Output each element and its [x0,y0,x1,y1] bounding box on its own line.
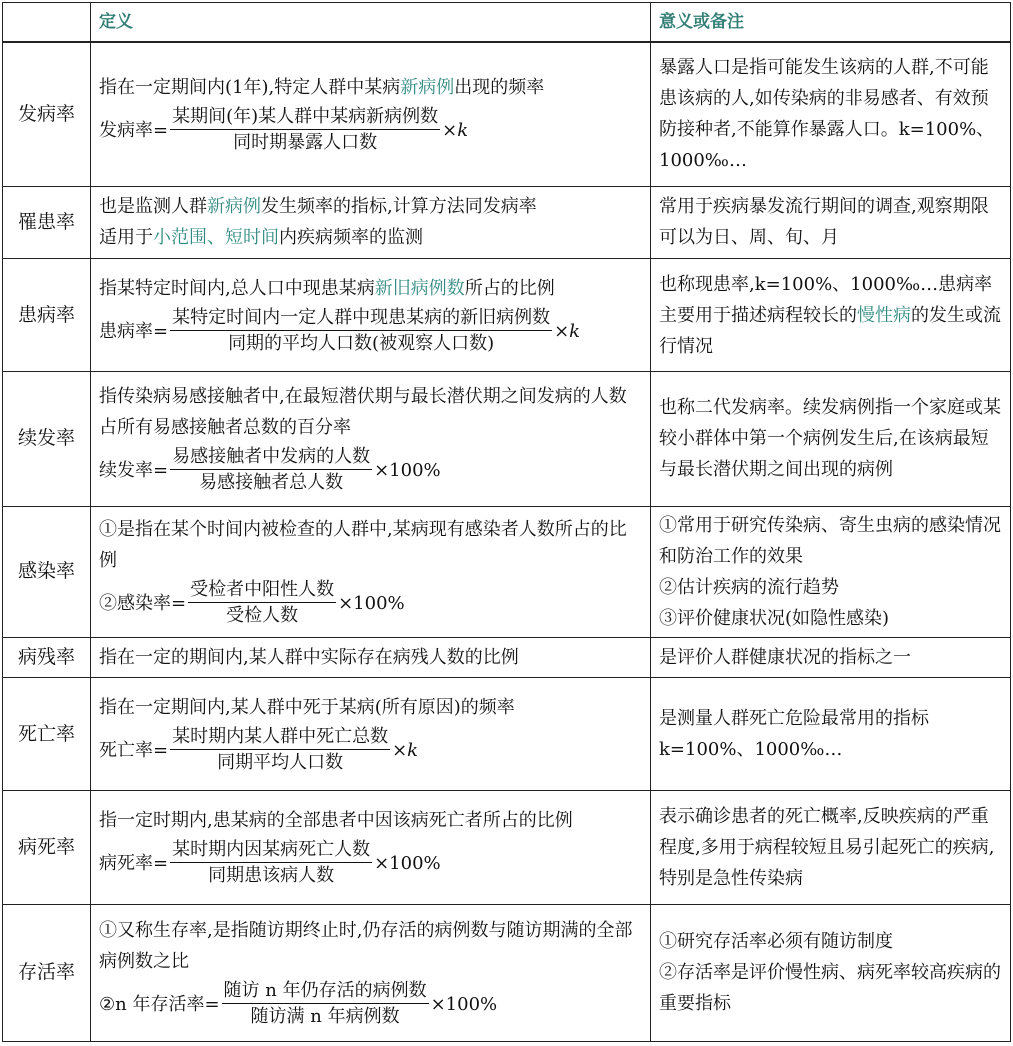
formula-multiplier: ×100% [338,592,405,614]
formula-denominator: 同期的平均人口数(被观察人口数) [228,333,495,355]
row-notes: 表示确诊患者的死亡概率,反映疾病的严重程度,多用于病程较短且易引起死亡的疾病,特别是急性传染病 [651,791,1011,905]
table-row [3,371,1011,506]
table-row [3,637,1011,677]
table-row [3,678,1011,791]
header-notes: 意义或备注 [651,3,1011,43]
row-name: 发病率 [3,42,91,186]
table-row [3,904,1011,1041]
row-notes: 常用于疾病暴发流行期间的调查,观察期限可以为日、周、旬、月 [651,186,1011,259]
row-definition [91,42,651,186]
row-definition: ①又称生存率,是指随访期终止时,仍存活的病例数与随访期满的全部病例数之比 ②n 年存活率= $\frac{\text{随访 n 年仍存活的病例数}}{\text{随访满 n 年病例数}}$ ×100% [91,904,651,1041]
formula: 死亡率= $\frac{\text{某时期内某人群中死亡总数}}{\text{同期平均人口数}}$ ×k [99,725,642,776]
highlight-text: 新病例 [207,196,261,218]
highlight-text: 小范围、短时间 [153,227,279,249]
row-definition: 也是监测人群新病例发生频率的指标,计算方法同发病率 适用于小范围、短时间内疾病频率的监测 [91,186,651,259]
row-name: 续发率 [3,371,91,506]
formula-numerator: 某时期内因某病死亡人数 [170,838,372,863]
formula: 病死率= $\frac{\text{某时期内因某病死亡人数}}{\text{同期患该病人数}}$ ×100% [99,838,642,889]
formula-multiplier: ×k [554,320,581,342]
row-name: 存活率 [3,904,91,1041]
row-name: 感染率 [3,506,91,637]
formula-denominator: 随访满 n 年病例数 [250,1006,400,1028]
header-definition: 定义 [91,3,651,43]
row-notes: 也称现患率,k=100%、1000‰…患病率主要用于描述病程较长的慢性病的发生或流行情况 [651,259,1011,372]
formula-multiplier: ×k [392,739,419,761]
table-row [3,42,1011,186]
row-definition: 指传染病易感接触者中,在最短潜伏期与最长潜伏期之间发病的人数占所有易感接触者总数的百分率 续发率= $\frac{\text{易感接触者中发病的人数}}{\text{易感接触者总人数}}$ ×100% [91,371,651,506]
formula-numerator: 某时期内某人群中死亡总数 [170,725,390,750]
table-header-row [3,3,1011,43]
formula-numerator: 某特定时间内一定人群中现患某病的新旧病例数 [170,306,552,331]
row-name: 罹患率 [3,186,91,259]
header-name [3,3,91,43]
table-row [3,186,1011,259]
row-notes: 是测量人群死亡危险最常用的指标 k=100%、1000‰… [651,678,1011,791]
row-name: 病死率 [3,791,91,905]
row-definition: 指一定时期内,患某病的全部患者中因该病死亡者所占的比例 病死率= $\frac{\text{某时期内因某病死亡人数}}{\text{同期患该病人数}}$ ×100% [91,791,651,905]
formula-numerator: 随访 n 年仍存活的病例数 [222,979,429,1004]
formula-multiplier: ×k [442,119,469,141]
formula: 续发率= $\frac{\text{易感接触者中发病的人数}}{\text{易感接触者总人数}}$ ×100% [99,445,642,496]
row-notes: 也称二代发病率。续发病例指一个家庭或某较小群体中第一个病例发生后,在该病最短与最长潜伏期之间出现的病例 [651,371,1011,506]
formula: ②n 年存活率= $\frac{\text{随访 n 年仍存活的病例数}}{\text{随访满 n 年病例数}}$ ×100% [99,979,642,1030]
row-notes: 是评价人群健康状况的指标之一 [651,637,1011,677]
highlight-text: 慢性病 [857,304,911,326]
formula: 患病率= $\frac{\text{某特定时间内一定人群中现患某病的新旧病例数}}{\text{同期的平均人口数(被观察人口数)}}$ ×k [99,306,642,357]
formula-multiplier: ×100% [374,459,441,481]
formula: ②感染率= $\frac{\text{受检者中阳性人数}}{\text{受检人数}}$ ×100% [99,578,642,629]
formula-numerator: 易感接触者中发病的人数 [170,445,372,470]
formula-denominator: 同期平均人口数 [217,752,344,774]
formula-denominator: 同时期暴露人口数 [233,132,378,154]
formula-numerator: 受检者中阳性人数 [188,578,336,603]
table-row [3,506,1011,637]
row-notes: 暴露人口是指可能发生该病的人群,不可能患该病的人,如传染病的非易感者、有效预防接种者,不能算作暴露人口。k=100%、1000‰… [651,42,1011,186]
row-name: 患病率 [3,259,91,372]
row-definition: 指某特定时间内,总人口中现患某病新旧病例数所占的比例 患病率= $\frac{\text{某特定时间内一定人群中现患某病的新旧病例数}}{\text{同期的平均人口数(被观察人口数)}}$ ×k [91,259,651,372]
formula-denominator: 同期患该病人数 [208,865,335,887]
table-row [3,259,1011,372]
formula-multiplier: ×100% [374,852,441,874]
highlight-text: 新旧病例数 [374,278,465,300]
table-row [3,791,1011,905]
formula: 发病率= $\frac{\text{某期间(年)某人群中某病新病例数}}{\text{同时期暴露人口数}}$ ×k [99,105,642,156]
highlight-text: 新病例 [400,77,455,99]
row-name: 病残率 [3,637,91,677]
row-definition: 指在一定的期间内,某人群中实际存在病残人数的比例 [91,637,651,677]
formula-multiplier: ×100% [430,993,498,1015]
row-notes: ①常用于研究传染病、寄生虫病的感染情况和防治工作的效果 ②估计疾病的流行趋势 ③评价健康状况(如隐性感染) [651,506,1011,637]
row-name: 死亡率 [3,678,91,791]
row-notes: ①研究存活率必须有随访制度 ②存活率是评价慢性病、病死率较高疾病的重要指标 [651,904,1011,1041]
row-definition: 指在一定期间内,某人群中死于某病(所有原因)的频率 死亡率= $\frac{\text{某时期内某人群中死亡总数}}{\text{同期平均人口数}}$ ×k [91,678,651,791]
epidemiology-rates-table [2,2,1011,1042]
formula-denominator: 受检人数 [226,605,299,627]
formula-denominator: 易感接触者总人数 [199,472,344,494]
formula-numerator: 某期间(年)某人群中某病新病例数 [170,105,440,130]
definition-text: 指在一定期间内(1年),特定人群中某病新病例出现的频率 [99,77,545,99]
reference-table-page [2,2,1011,1042]
row-definition: ①是指在某个时间内被检查的人群中,某病现有感染者人数所占的比例 ②感染率= $\frac{\text{受检者中阳性人数}}{\text{受检人数}}$ ×100% [91,506,651,637]
